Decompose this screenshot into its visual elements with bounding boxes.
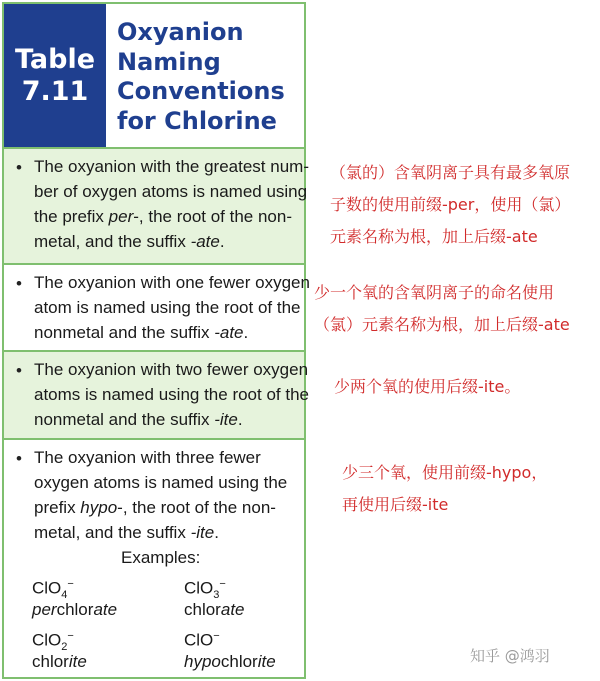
table-label-word: Table	[14, 44, 96, 75]
table-label	[4, 4, 106, 147]
rule-line: The oxyanion with three fewer	[34, 448, 261, 467]
example-formula: ClO−	[184, 630, 220, 650]
examples-heading: Examples:	[121, 548, 201, 567]
bullet: •	[16, 158, 22, 177]
annotation-line: 少两个氧的使用后缀-ite。	[334, 377, 521, 396]
table-title	[117, 18, 305, 136]
rule-row-4	[4, 438, 304, 677]
rule-line: ber of oxygen atoms is named using	[34, 182, 308, 201]
rule-text	[34, 270, 310, 345]
rule-line: oxygen atoms is named using the	[34, 473, 288, 492]
table-number: 7.11	[21, 76, 89, 107]
rule-line: metal, and the suffix -ate.	[34, 232, 225, 251]
annotation-4	[342, 457, 547, 521]
rule-text	[34, 445, 302, 545]
rule-line: nonmetal and the suffix -ite.	[34, 410, 243, 429]
rule-text	[34, 357, 309, 432]
annotation-line: 少三个氧，使用前缀-hypo，	[342, 463, 548, 482]
bullet: •	[16, 274, 22, 293]
bullet: •	[16, 361, 22, 380]
example-name: hypochlorite	[184, 652, 276, 671]
oxyanion-table	[2, 2, 310, 679]
example-formula: ClO$_2$−	[32, 630, 74, 654]
title-line: Naming	[117, 47, 221, 76]
annotation-1	[330, 157, 570, 253]
bullet: •	[16, 449, 22, 468]
rule-row-2	[4, 263, 310, 350]
example-name: perchlorate	[32, 600, 118, 619]
annotation-3	[334, 371, 520, 403]
rule-line: prefix hypo-, the root of the non-	[34, 498, 276, 517]
rule-line: atom is named using the root of the	[34, 298, 301, 317]
example-name: chlorite	[32, 652, 87, 671]
rule-line: the prefix per-, the root of the non-	[34, 207, 292, 226]
annotation-2	[314, 277, 570, 341]
rule-line: nonmetal and the suffix -ate.	[34, 323, 249, 342]
annotation-line: 元素名称为根，加上后缀-ate	[330, 227, 538, 246]
watermark: 知乎 @鸿羽	[470, 647, 550, 665]
annotation-line: （氯的）含氧阴离子具有最多氧原	[330, 163, 571, 182]
annotation-line: 子数的使用前缀-per，使用（氯）	[330, 195, 571, 214]
rule-line: The oxyanion with two fewer oxygen	[34, 360, 309, 379]
annotation-line: 少一个氧的含氧阴离子的命名使用	[314, 283, 555, 302]
rule-line: The oxyanion with the greatest num-	[34, 157, 309, 176]
rule-text	[34, 154, 309, 254]
title-line: for Chlorine	[117, 106, 277, 135]
title-line: Conventions	[117, 77, 285, 105]
rule-row-3	[4, 350, 309, 438]
rule-line: atoms is named using the root of the	[34, 385, 309, 404]
example-formula: ClO$_3$−	[184, 578, 226, 602]
rule-line: The oxyanion with one fewer oxygen	[34, 273, 310, 292]
title-line: Oxyanion	[117, 18, 244, 46]
example-formula: ClO$_4$−	[32, 578, 74, 602]
example-name: chlorate	[184, 600, 245, 619]
annotation-line: 再使用后缀-ite	[342, 495, 449, 514]
rule-line: metal, and the suffix -ite.	[34, 523, 219, 542]
rule-row-1	[4, 147, 309, 263]
annotation-line: （氯）元素名称为根，加上后缀-ate	[314, 315, 570, 334]
